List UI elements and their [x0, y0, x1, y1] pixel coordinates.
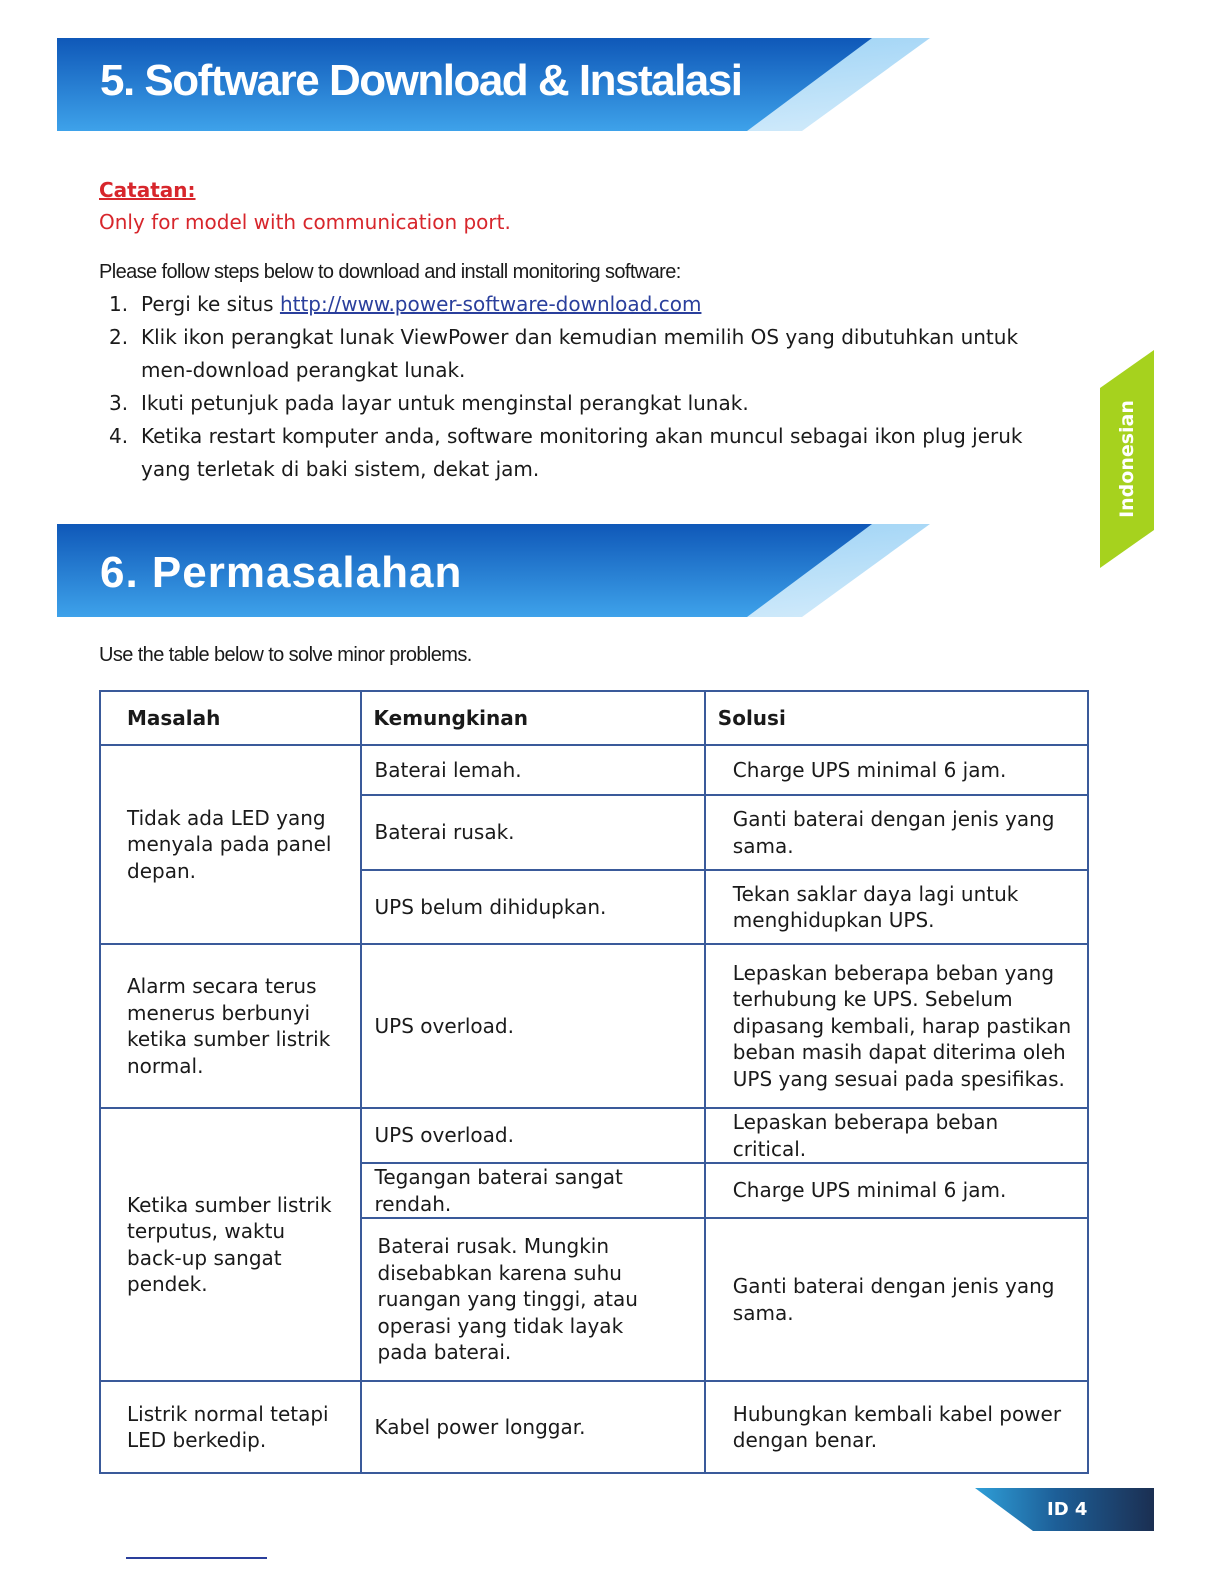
- note-text: Only for model with communication port.: [99, 210, 511, 234]
- cause-cell: Tegangan baterai sangat rendah.: [361, 1163, 705, 1218]
- step-item: [99, 420, 1059, 486]
- step-item: [99, 288, 1059, 321]
- table-intro: Use the table below to solve minor problems.: [99, 644, 472, 666]
- step-text: Ikuti petunjuk pada layar untuk menginstal perangkat lunak.: [141, 391, 749, 415]
- column-header: Masalah: [100, 691, 361, 745]
- solution-cell: Tekan saklar daya lagi untuk menghidupkan UPS.: [705, 870, 1088, 944]
- problem-cell: Tidak ada LED yang menyala pada panel depan.: [100, 745, 361, 944]
- footer-rule: [126, 1557, 267, 1559]
- table-row: [100, 944, 1088, 1108]
- step-number: 4.: [109, 424, 129, 448]
- solution-cell: Ganti baterai dengan jenis yang sama.: [705, 1218, 1088, 1381]
- table-header-row: [100, 691, 1088, 745]
- step-text: Pergi ke situs: [141, 292, 280, 316]
- column-header: Solusi: [705, 691, 1088, 745]
- step-text: Klik ikon perangkat lunak ViewPower dan kemudian memilih OS yang dibutuhkan untuk men-download perangkat lunak.: [141, 325, 1019, 382]
- note-heading: Catatan:: [99, 178, 196, 202]
- section-5-title: 5. Software Download & Instalasi: [100, 56, 742, 105]
- step-item: [99, 321, 1059, 387]
- cause-cell: Baterai rusak. Mungkin disebabkan karena suhu ruangan yang tinggi, atau operasi yang tidak layak pada baterai.: [361, 1218, 705, 1381]
- page-number: ID 4: [1047, 1499, 1088, 1520]
- cause-cell: UPS belum dihidupkan.: [361, 870, 705, 944]
- table-row: [100, 1381, 1088, 1473]
- solution-cell: Ganti baterai dengan jenis yang sama.: [705, 795, 1088, 870]
- language-side-tab: [1100, 350, 1154, 568]
- table-row: [100, 1108, 1088, 1163]
- cause-cell: UPS overload.: [361, 1108, 705, 1163]
- cause-cell: UPS overload.: [361, 944, 705, 1108]
- download-link[interactable]: http://www.power-software-download.com: [279, 292, 702, 316]
- step-item: [99, 387, 1059, 420]
- solution-cell: Charge UPS minimal 6 jam.: [705, 745, 1088, 795]
- step-text: Ketika restart komputer anda, software monitoring akan muncul sebagai ikon plug jeruk yang terletak di baki sistem, dekat jam.: [141, 424, 1023, 481]
- step-number: 3.: [109, 391, 129, 415]
- problem-cell: Ketika sumber listrik terputus, waktu back-up sangat pendek.: [100, 1108, 361, 1381]
- troubleshooting-table: [99, 690, 1089, 1474]
- solution-cell: Hubungkan kembali kabel power dengan benar.: [705, 1381, 1088, 1473]
- table-row: [100, 745, 1088, 795]
- solution-cell: Lepaskan beberapa beban critical.: [705, 1108, 1088, 1163]
- solution-cell: Lepaskan beberapa beban yang terhubung ke UPS. Sebelum dipasang kembali, harap pastikan beban masih dapat diterima oleh UPS yang sesuai pada spesifikas.: [705, 944, 1088, 1108]
- problem-cell: Alarm secara terus menerus berbunyi ketika sumber listrik normal.: [100, 944, 361, 1108]
- page-number-tab: [975, 1488, 1154, 1531]
- section-5-banner: [57, 38, 930, 131]
- cause-cell: Baterai lemah.: [361, 745, 705, 795]
- cause-cell: Baterai rusak.: [361, 795, 705, 870]
- section-6-title: 6. Permasalahan: [100, 548, 463, 597]
- cause-cell: Kabel power longgar.: [361, 1381, 705, 1473]
- step-number: 1.: [109, 292, 129, 316]
- column-header: Kemungkinan: [361, 691, 705, 745]
- solution-cell: Charge UPS minimal 6 jam.: [705, 1163, 1088, 1218]
- step-number: 2.: [109, 325, 129, 349]
- install-intro: Please follow steps below to download and install monitoring software:: [99, 261, 681, 283]
- problem-cell: Listrik normal tetapi LED berkedip.: [100, 1381, 361, 1473]
- section-6-banner: [57, 524, 930, 617]
- side-tab-label: Indonesian: [1116, 400, 1138, 518]
- install-steps: [99, 288, 1059, 486]
